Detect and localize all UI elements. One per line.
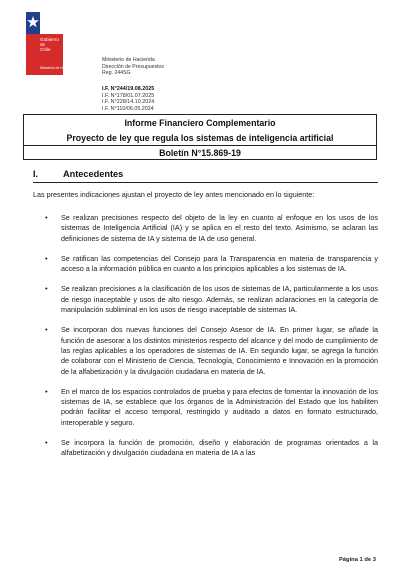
list-item bbox=[33, 254, 378, 275]
section-title: Antecedentes bbox=[63, 169, 124, 179]
logo-subtext: Ministerio de Hacienda bbox=[40, 66, 75, 70]
list-item-text: Se incorpora la función de promoción, diseño y elaboración de programas orientados a la alfabetización y divulgación ciudadana en materia de IA a las bbox=[61, 438, 378, 458]
section-divider bbox=[33, 182, 378, 183]
bullet-icon: • bbox=[45, 325, 48, 335]
logo-text-line-1: Gobierno de bbox=[40, 37, 59, 47]
intro-paragraph: Las presentes indicaciones ajustan el proyecto de ley antes mencionado en lo siguiente: bbox=[33, 190, 315, 199]
bullet-icon: • bbox=[45, 438, 48, 448]
logo-text-line-2: Chile bbox=[40, 47, 51, 52]
page-number: Página 1 de 3 bbox=[338, 557, 376, 563]
list-item bbox=[33, 387, 378, 428]
title-box-divider bbox=[24, 145, 376, 146]
report-reference: I.F. N°178/01.07.2025 bbox=[102, 92, 155, 99]
ministry-name: Ministerio de Hacienda bbox=[102, 57, 155, 63]
list-item-text: En el marco de los espacios controlados de prueba y para efectos de fomentar la innovación de los sistemas de IA, se establece que los órganos de la Administración del Estado que los habiliten podrán facilitar el acceso temporal, restringido y auditado a datos en formato estructurado, interoperable y seguro. bbox=[61, 386, 378, 427]
bullet-icon: • bbox=[45, 284, 48, 294]
bill-title: Proyecto de ley que regula los sistemas de inteligencia artificial bbox=[66, 133, 334, 143]
list-item-text: Se ratifican las competencias del Consejo para la Transparencia en materia de transparencia y acceso a la información pública en cuanto a los principios aplicables a los sistemas de IA. bbox=[61, 253, 378, 274]
bullet-icon: • bbox=[45, 253, 48, 263]
section-number: I. bbox=[33, 169, 39, 179]
list-item bbox=[33, 213, 378, 244]
title-box bbox=[23, 114, 377, 160]
report-type-title: Informe Financiero Complementario bbox=[124, 118, 276, 128]
ministry-directorate: Dirección de Presupuestos bbox=[102, 63, 164, 70]
report-reference: I.F. N°110/06.05.2024 bbox=[102, 106, 154, 113]
bulletin-number: Boletín N°15.869-19 bbox=[159, 148, 241, 158]
chile-government-logo-icon bbox=[26, 12, 75, 75]
report-references bbox=[102, 86, 154, 113]
bullet-icon: • bbox=[45, 213, 48, 222]
list-item-text: Se realizan precisiones a la clasificación de los usos de sistemas de IA, particularmente a los usos de riesgo inaceptable y usos de alto riesgo. Además, se realizan aclaraciones en la categoría de manipulación subliminal en los usos de riesgo inaceptable de sistemas IA. bbox=[61, 284, 378, 315]
list-item bbox=[33, 284, 378, 315]
changes-list bbox=[33, 213, 378, 469]
report-reference-current: I.F. N°244/19.08.2025 bbox=[102, 86, 155, 92]
list-item bbox=[33, 438, 378, 459]
section-heading bbox=[33, 169, 123, 179]
bullet-icon: • bbox=[45, 386, 48, 396]
list-item-text: Se realizan precisiones respecto del objeto de la ley en cuanto al enfoque en los usos de los sistemas de Inteligencia Artificial (IA) y se aplica en el resto del texto. Asimismo, se aclaran las definiciones de sistema de IA y sistema de IA de uso general. bbox=[61, 213, 378, 243]
report-reference: I.F. N°228/14.10.2024 bbox=[102, 99, 155, 106]
ministry-block bbox=[102, 57, 164, 77]
ministry-registry: Reg. 244SG bbox=[102, 70, 131, 77]
list-item-text: Se incorporan dos nuevas funciones del Consejo Asesor de IA. En primer lugar, se añade la función de asesorar a los distintos ministerios respecto del alcance y del modo de cumplimiento de las reglas aplicables a los operadores de sistemas de IA. En segundo lugar, se agrega la función de colaborar con el Ministerio de Ciencia, Tecnología, Conocimiento e Innovación en la promoción de la alfabetización y la divulgación ciudadana en materia de IA. bbox=[61, 325, 378, 376]
list-item bbox=[33, 325, 378, 376]
